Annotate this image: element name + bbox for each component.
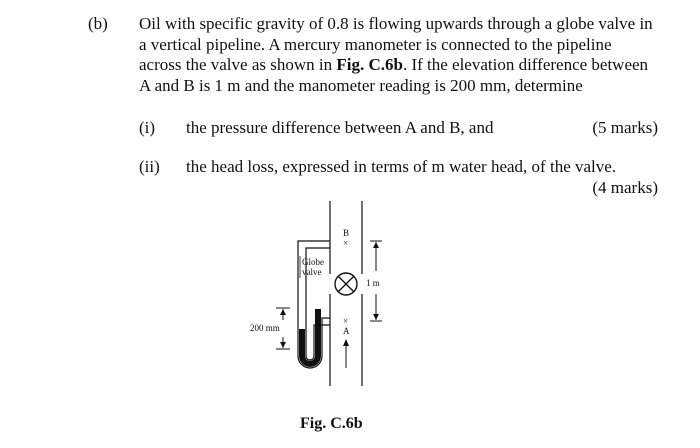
sub-item-2-marks: (4 marks): [592, 178, 658, 197]
mercury-column: [302, 309, 318, 364]
stem-line-3-start: across the valve as shown in: [139, 55, 337, 74]
sub-item-2-text: the head loss, expressed in terms of m water head, of the valve.: [186, 157, 617, 176]
point-a-marker: ×: [343, 316, 349, 326]
valve-manometer-diagram: [240, 196, 440, 386]
elevation-label: 1 m: [366, 278, 380, 288]
sub-item-1-number: (i): [139, 118, 156, 137]
point-b-marker: ×: [343, 238, 349, 248]
stem-line-1: Oil with specific gravity of 0.8 is flowing upwards through a globe valve in: [139, 14, 653, 33]
stem-line-3-end: . If the elevation difference between: [402, 55, 649, 74]
figure-caption: Fig. C.6b: [300, 415, 363, 432]
point-a-label: A: [343, 326, 350, 336]
sub-item-1-marks: (5 marks): [592, 118, 658, 137]
stem-line-2: a vertical pipeline. A mercury manometer is connected to the pipeline: [139, 34, 612, 54]
flow-direction-arrow-icon: [343, 339, 349, 368]
point-b-label: B: [343, 228, 350, 238]
manometer-reading-label: 200 mm: [250, 323, 280, 333]
globe-valve-icon: [335, 273, 357, 295]
stem-line-3: [139, 55, 669, 76]
sub-item-1-text: the pressure difference between A and B, and: [186, 118, 494, 137]
figure-reference: Fig. C.6b: [336, 55, 403, 74]
valve-label-line-1: Globe: [302, 257, 324, 267]
sub-item-2-number: (ii): [139, 157, 160, 176]
part-label: (b): [88, 14, 108, 33]
stem-line-4: A and B is 1 m and the manometer reading is 200 mm, determine: [139, 75, 583, 95]
question-stem: [139, 14, 669, 96]
valve-label-line-2: valve: [302, 267, 322, 277]
